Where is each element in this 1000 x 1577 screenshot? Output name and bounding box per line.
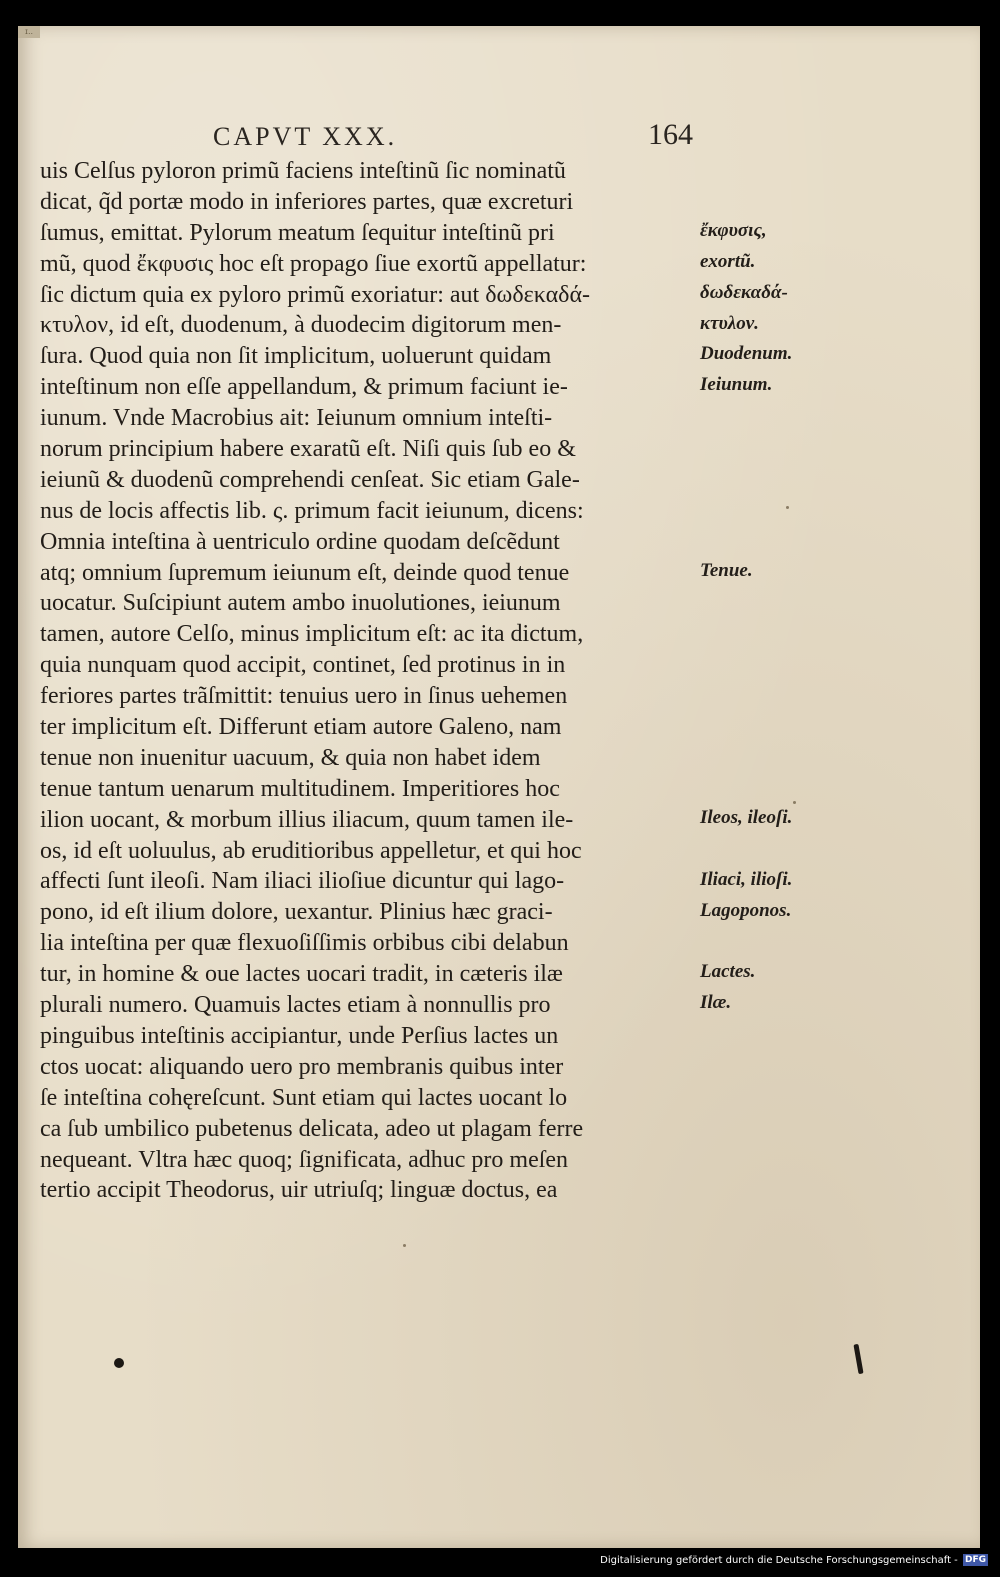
text-line: pono, id eſt ilium dolore, uexantur. Plinius hæc graci-: [40, 899, 553, 926]
text-line: tamen, autore Celſo, minus implicitum eſt: ac ita dictum,: [40, 621, 584, 648]
margin-note: Duodenum.: [700, 343, 793, 365]
text-line: tur, in homine & oue lactes uocari tradit, in cæteris ilæ: [40, 961, 563, 988]
text-line: mũ, quod ἔκφυσις hoc eſt propago ſiue exortũ appellatur:: [40, 250, 587, 277]
margin-note: κτυλον.: [700, 312, 759, 334]
text-line: tertio accipit Theodorus, uir utriuſq; linguæ doctus, ea: [40, 1177, 558, 1204]
body-text: [40, 156, 793, 1206]
text-line: tenue tantum uenarum multitudinem. Imperitiores hoc: [40, 775, 560, 802]
text-line: tenue non inuenitur uacuum, & quia non habet idem: [40, 744, 541, 771]
margin-note: ἔκφυσις,: [700, 219, 767, 241]
text-line: ieiunũ & duodenũ comprehendi cenſeat. Sic etiam Gale-: [40, 466, 580, 493]
margin-note: Ileos, ileoſi.: [700, 806, 793, 828]
corner-tag: ɪ..: [18, 26, 40, 38]
text-line: os, id eſt uoluulus, ab eruditioribus appelletur, et qui hoc: [40, 837, 582, 864]
running-title: CAPVT XXX.: [213, 122, 398, 151]
text-line: feriores partes trãſmittit: tenuius uero in ſinus uehemen: [40, 683, 568, 710]
margin-note: Lactes.: [700, 961, 756, 983]
credit-text: Digitalisierung gefördert durch die Deutsche Forschungsgemeinschaft -: [600, 1555, 958, 1566]
text-line: plurali numero. Quamuis lactes etiam à nonnullis pro: [40, 992, 551, 1019]
margin-note: Ilæ.: [700, 992, 732, 1014]
text-line: norum principium habere exaratũ eſt. Niſi quis ſub eo &: [40, 436, 576, 463]
text-line: dicat, q̃d portæ modo in inferiores partes, quæ excreturi: [40, 188, 574, 215]
text-line: atq; omnium ſupremum ieiunum eſt, deinde quod tenue: [40, 559, 570, 586]
text-line: ſura. Quod quia non ſit implicitum, uoluerunt quidam: [40, 343, 552, 370]
text-line: ter implicitum eſt. Differunt etiam autore Galeno, nam: [40, 714, 562, 741]
text-line: lia inteſtina per quæ flexuoſiſſimis orbibus cibi delabun: [40, 930, 569, 957]
text-line: iunum. Vnde Macrobius ait: Ieiunum omnium inteſti-: [40, 405, 553, 432]
ink-dot: [114, 1358, 124, 1368]
text-line: ſumus, emittat. Pylorum meatum ſequitur inteſtinũ pri: [40, 219, 555, 246]
text-line: uis Celſus pyloron primũ faciens inteſtinũ ſic nominatũ: [40, 158, 566, 184]
text-line: Omnia inteſtina à uentriculo ordine quodam deſcẽdunt: [40, 528, 560, 555]
text-lines: [40, 156, 700, 1206]
text-line: nus de locis affectis lib. ς. primum facit ieiunum, dicens:: [40, 497, 584, 524]
margin-note: Tenue.: [700, 559, 753, 581]
dfg-logo: DFG: [964, 1555, 986, 1565]
paper-speck: [786, 506, 789, 509]
margin-note: Iliaci, ilioſi.: [700, 868, 793, 890]
book-page: [18, 26, 980, 1548]
margin-note: exortũ.: [700, 250, 756, 272]
margin-note: Ieiunum.: [700, 374, 773, 396]
text-line: κτυλον, id eſt, duodenum, à duodecim digitorum men-: [40, 312, 562, 339]
page-header: [213, 118, 693, 156]
paper-speck: [403, 1244, 406, 1247]
text-line: ſe inteſtina cohęreſcunt. Sunt etiam qui lactes uocant lo: [40, 1084, 568, 1111]
footer-credit: [600, 1554, 988, 1566]
margin-note: Lagoponos.: [700, 899, 792, 921]
ink-stroke: [853, 1344, 863, 1374]
page-number: 164: [648, 118, 693, 151]
text-line: ctos uocat: aliquando uero pro membranis quibus inter: [40, 1053, 564, 1080]
text-line: ilion uocant, & morbum illius iliacum, quum tamen ile-: [40, 806, 574, 833]
text-line: ca ſub umbilico pubetenus delicata, adeo ut plagam ferre: [40, 1115, 584, 1142]
margin-note: δωδεκαδά-: [700, 281, 788, 303]
text-line: nequeant. Vltra hæc quoq; ſignificata, adhuc pro meſen: [40, 1146, 569, 1173]
paper-speck: [793, 801, 796, 804]
text-line: ſic dictum quia ex pyloro primũ exoriatur: aut δωδεκαδά-: [40, 281, 591, 308]
text-line: quia nunquam quod accipit, continet, ſed protinus in in: [40, 652, 566, 679]
text-line: uocatur. Suſcipiunt autem ambo inuolutiones, ieiunum: [40, 590, 561, 617]
text-line: pinguibus inteſtinis accipiantur, unde Perſius lactes un: [40, 1022, 559, 1049]
footer-bar: [0, 1548, 1000, 1577]
text-line: affecti ſunt ileoſi. Nam iliaci ilioſiue dicuntur qui lago-: [40, 868, 565, 895]
text-line: inteſtinum non eſſe appellandum, & primum faciunt ie-: [40, 374, 568, 401]
